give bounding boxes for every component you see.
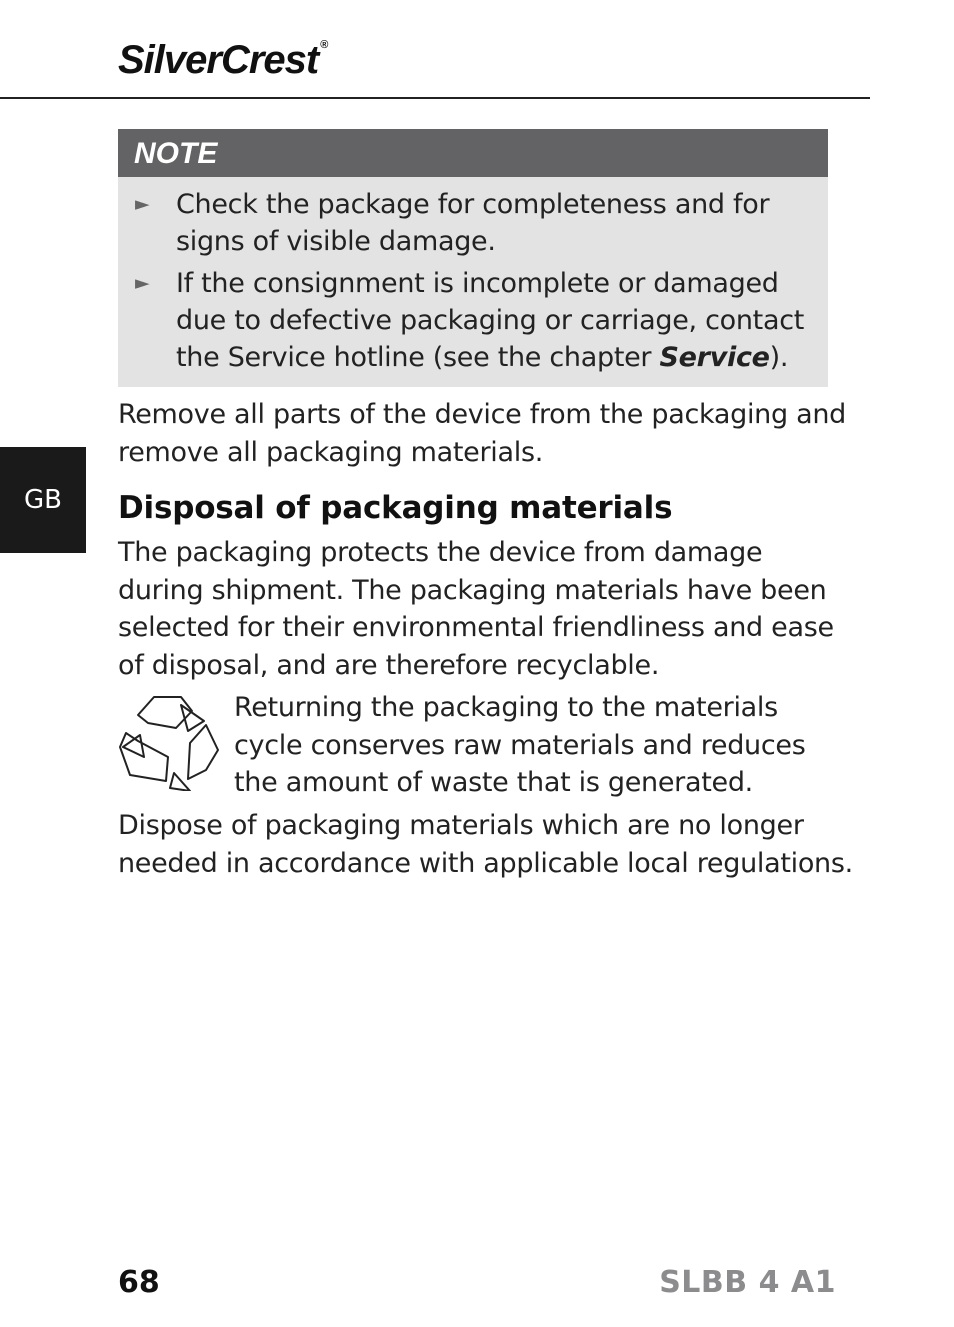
brand-logo: SilverCrest ®: [118, 38, 328, 82]
note-list: [118, 177, 828, 376]
right-triangle-icon: ►: [135, 193, 150, 215]
recycle-icon: [118, 695, 220, 791]
note-item: [118, 265, 828, 376]
page-number: 68: [118, 1265, 160, 1300]
note-item-text: If the consignment is incomplete or damaged due to defective packaging or carriage, contact the Service hotline (see the chapter: [176, 268, 805, 373]
registered-mark: ®: [320, 39, 328, 51]
intro-paragraph: Remove all parts of the device from the packaging and remove all packaging materials.: [118, 399, 846, 468]
header-rule: [0, 97, 870, 99]
note-title: NOTE: [118, 129, 828, 177]
right-triangle-icon: ►: [135, 272, 150, 294]
packaging-paragraph: The packaging protects the device from damage during shipment. The packaging materials have been selected for their environmental friendliness and ease of disposal, and are therefore recyclable.: [118, 537, 834, 681]
recycle-paragraph: Returning the packaging to the materials cycle conserves raw materials and reduces the amount of waste that is generated.: [234, 692, 806, 798]
note-box: [118, 129, 828, 387]
language-tab: GB: [0, 447, 86, 553]
section-heading: Disposal of packaging materials: [118, 490, 673, 526]
model-number: SLBB 4 A1: [659, 1265, 836, 1300]
note-item: [118, 186, 828, 260]
note-item-text-end: ).: [769, 342, 789, 373]
service-chapter-reference: Service: [659, 342, 770, 373]
disposal-paragraph: Dispose of packaging materials which are no longer needed in accordance with applicable local regulations.: [118, 810, 853, 879]
note-item-text: Check the package for completeness and for signs of visible damage.: [176, 189, 770, 257]
